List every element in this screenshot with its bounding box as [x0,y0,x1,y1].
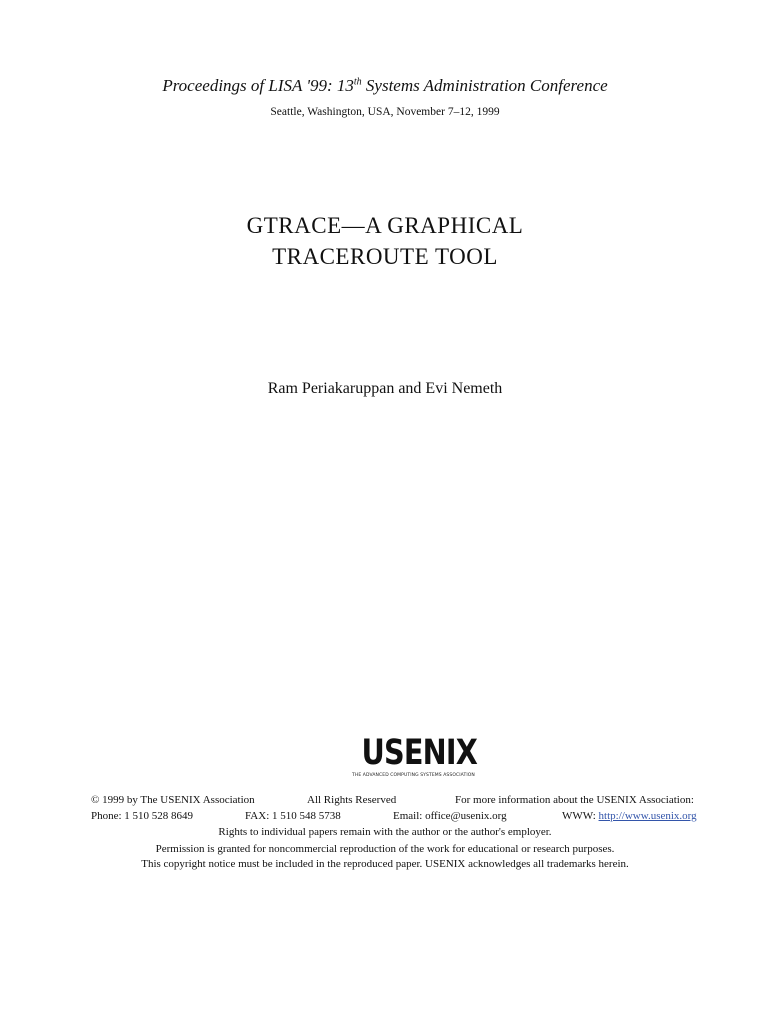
proceedings-prefix: Proceedings of LISA '99: 13 [162,76,354,95]
paper-title-line-1: GTRACE—A GRAPHICAL [246,213,524,238]
copyright-notice: This copyright notice must be included in the reproduced paper. USENIX acknowledges all trademarks herein. [141,858,629,870]
usenix-logo-wordmark: USENIX [361,733,478,773]
rights-notice: Rights to individual papers remain with the author or the author's employer. [218,826,552,838]
paper-authors: Ram Periakaruppan and Evi Nemeth [267,380,503,397]
email-address: Email: office@usenix.org [393,810,507,822]
proceedings-superscript: th [353,76,362,88]
www-line [562,809,697,824]
fax-number: FAX: 1 510 548 5738 [245,810,341,822]
copyright-text: © 1999 by The USENIX Association [91,794,255,806]
proceedings-line [0,74,770,98]
usenix-logo-tagline: THE ADVANCED COMPUTING SYSTEMS ASSOCIATION [352,773,475,778]
usenix-website-link[interactable]: http://www.usenix.org [598,810,697,822]
usenix-logo [352,733,478,782]
conference-venue: Seattle, Washington, USA, November 7–12, 1999 [270,106,500,118]
paper-title-line-2: TRACEROUTE TOOL [272,244,498,269]
proceedings-suffix: Systems Administration Conference [361,76,608,95]
www-label: WWW: [562,810,599,822]
paper-title [0,210,770,272]
more-info-text: For more information about the USENIX Association: [455,794,694,806]
permission-notice: Permission is granted for noncommercial reproduction of the work for educational or research purposes. [155,843,615,855]
all-rights-reserved: All Rights Reserved [307,794,397,806]
phone-number: Phone: 1 510 528 8649 [91,810,194,822]
